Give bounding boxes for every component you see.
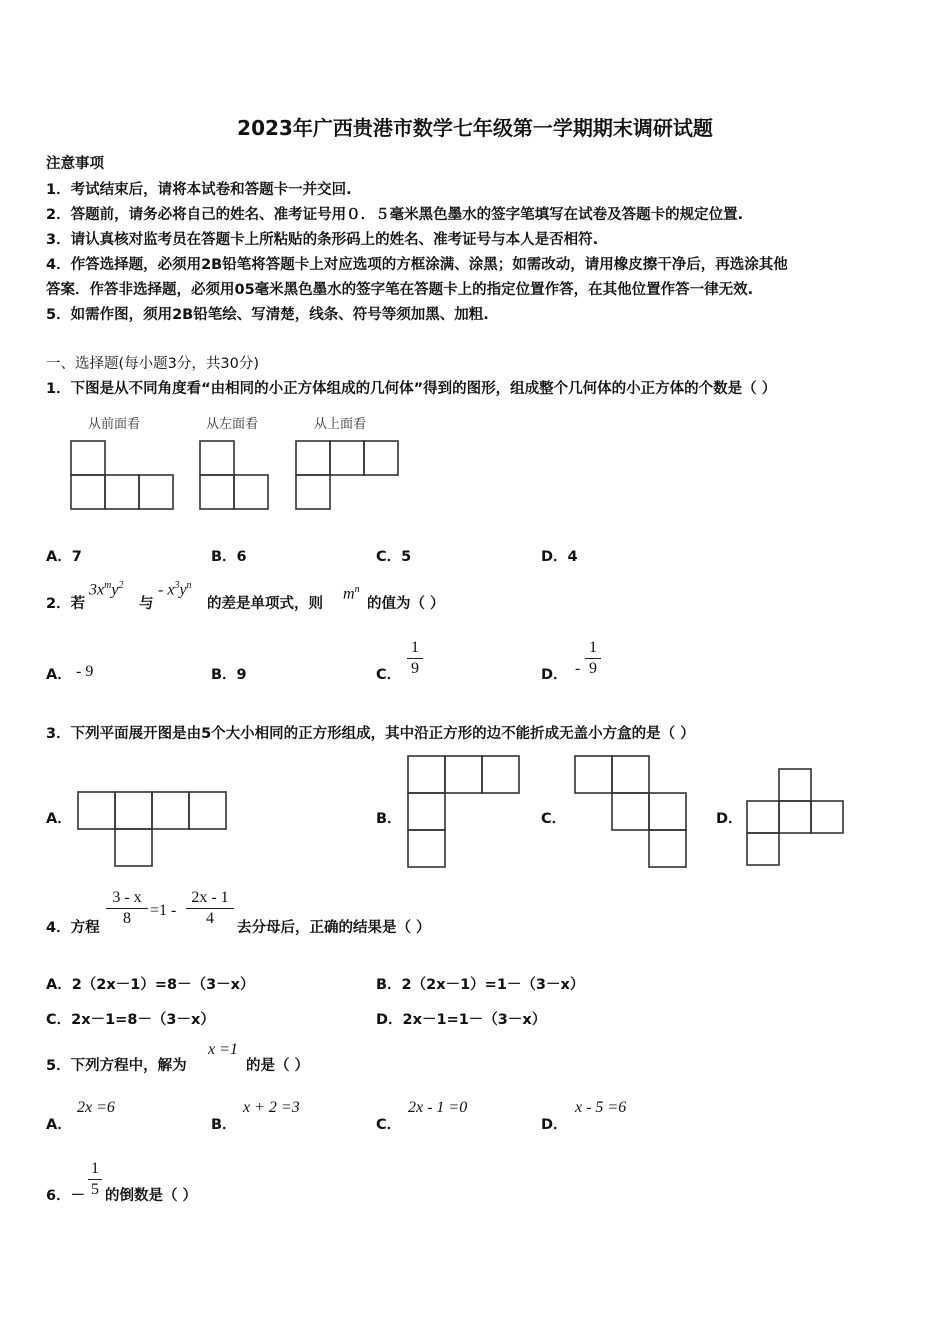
left-view-figure — [199, 440, 271, 510]
top-view-figure — [295, 440, 401, 510]
question-5-suffix: 的是（ ） — [246, 1058, 310, 1074]
question-3-text: 3．下列平面展开图是由5个大小相同的正方形组成，其中沿正方形的边不能折成无盖小方盒的是（ ） — [46, 726, 695, 742]
option-b: B．2（2x－1）=1－（3－x） — [376, 977, 585, 993]
option-d-label: D． — [541, 1117, 568, 1133]
q4-fraction-1: 3 - x 8 — [106, 888, 148, 929]
option-d-label: D． — [716, 811, 743, 827]
q4-fraction-2: 2x - 1 4 — [186, 888, 234, 929]
front-view-label: 从前面看 — [88, 417, 141, 432]
notice-item: 1．考试结束后，请将本试卷和答题卡一并交回. — [46, 182, 352, 198]
net-figure-d — [746, 768, 846, 868]
notice-item: 5．如需作图，须用2B铅笔绘、写清楚，线条、符号等须加黑、加粗. — [46, 307, 489, 323]
option-d: D．4 — [541, 549, 578, 565]
net-figure-c — [574, 755, 687, 868]
question-5-prefix: 5．下列方程中，解为 — [46, 1058, 187, 1074]
question-6-prefix: 6．－ — [46, 1188, 86, 1204]
option-c-label: C． — [376, 667, 402, 683]
q2-middle-text: 的差是单项式，则 — [207, 596, 323, 612]
net-figure-a — [77, 791, 227, 867]
notice-item: 3．请认真核对监考员在答题卡上所粘贴的条形码上的姓名、准考证号与本人是否相符. — [46, 232, 599, 248]
question-2-prefix: 2．若 — [46, 596, 86, 612]
notice-item: 4．作答选择题，必须用2B铅笔将答题卡上对应选项的方框涂满、涂黑；如需改动，请用橡皮擦干净后，再选涂其他 — [46, 257, 788, 273]
option-d-equation: x - 5 =6 — [575, 1099, 627, 1116]
notice-heading: 注意事项 — [46, 156, 104, 172]
option-d-minus: - — [575, 660, 581, 677]
question-4-prefix: 4．方程 — [46, 920, 100, 936]
q2-term-2: - $x^3y^n$ — [158, 580, 192, 599]
option-d-fraction: 1 9 — [585, 638, 601, 679]
q6-fraction: 1 5 — [88, 1159, 102, 1200]
section-heading: 一、选择题(每小题3分，共30分) — [46, 356, 259, 372]
q2-with: 与 — [139, 596, 154, 612]
option-a-value: - 9 — [76, 663, 94, 680]
option-b-equation: x + 2 =3 — [243, 1099, 300, 1116]
option-c-label: C． — [376, 1117, 402, 1133]
option-c: C．5 — [376, 549, 412, 565]
net-figure-b — [407, 755, 520, 868]
option-b-label: B． — [211, 1117, 237, 1133]
q2-m-power-n: $m^n$ — [343, 584, 360, 603]
notice-item: 2．答题前，请务必将自己的姓名、准考证号用０．５毫米黑色墨水的签字笔填写在试卷及答题卡的规定位置. — [46, 207, 744, 223]
option-c-label: C． — [541, 811, 567, 827]
page-title: 2023年广西贵港市数学七年级第一学期期末调研试题 — [237, 116, 713, 140]
option-b: B．6 — [211, 549, 247, 565]
option-c: C．2x－1=8－（3－x） — [46, 1012, 215, 1028]
q2-term-1: $3x^my^2$ — [89, 580, 124, 599]
option-a-label: A． — [46, 811, 72, 827]
option-a: A．7 — [46, 549, 82, 565]
option-b: B．9 — [211, 667, 247, 683]
q5-condition: x =1 — [208, 1041, 238, 1058]
q4-equals: =1 - — [150, 902, 177, 919]
top-view-label: 从上面看 — [314, 417, 367, 432]
front-view-figure — [70, 440, 176, 510]
option-c-equation: 2x - 1 =0 — [408, 1099, 468, 1116]
option-b-label: B． — [376, 811, 402, 827]
question-4-suffix: 去分母后，正确的结果是（ ） — [237, 920, 431, 936]
option-a-label: A． — [46, 1117, 72, 1133]
left-view-label: 从左面看 — [206, 417, 259, 432]
option-a-equation: 2x =6 — [77, 1099, 115, 1116]
q2-suffix: 的值为（ ） — [367, 596, 445, 612]
question-1-text: 1．下图是从不同角度看“由相同的小正方体组成的几何体”得到的图形，组成整个几何体的小正方体的个数是（ ） — [46, 381, 777, 397]
notice-item: 答案．作答非选择题，必须用05毫米黑色墨水的签字笔在答题卡上的指定位置作答，在其他位置作答一律无效. — [46, 282, 754, 298]
option-a: A．2（2x－1）=8－（3－x） — [46, 977, 255, 993]
option-d-label: D． — [541, 667, 568, 683]
option-d: D．2x－1=1－（3－x） — [376, 1012, 547, 1028]
option-c-fraction: 1 9 — [407, 638, 423, 679]
question-6-suffix: 的倒数是（ ） — [105, 1188, 198, 1204]
option-a-label: A． — [46, 667, 72, 683]
